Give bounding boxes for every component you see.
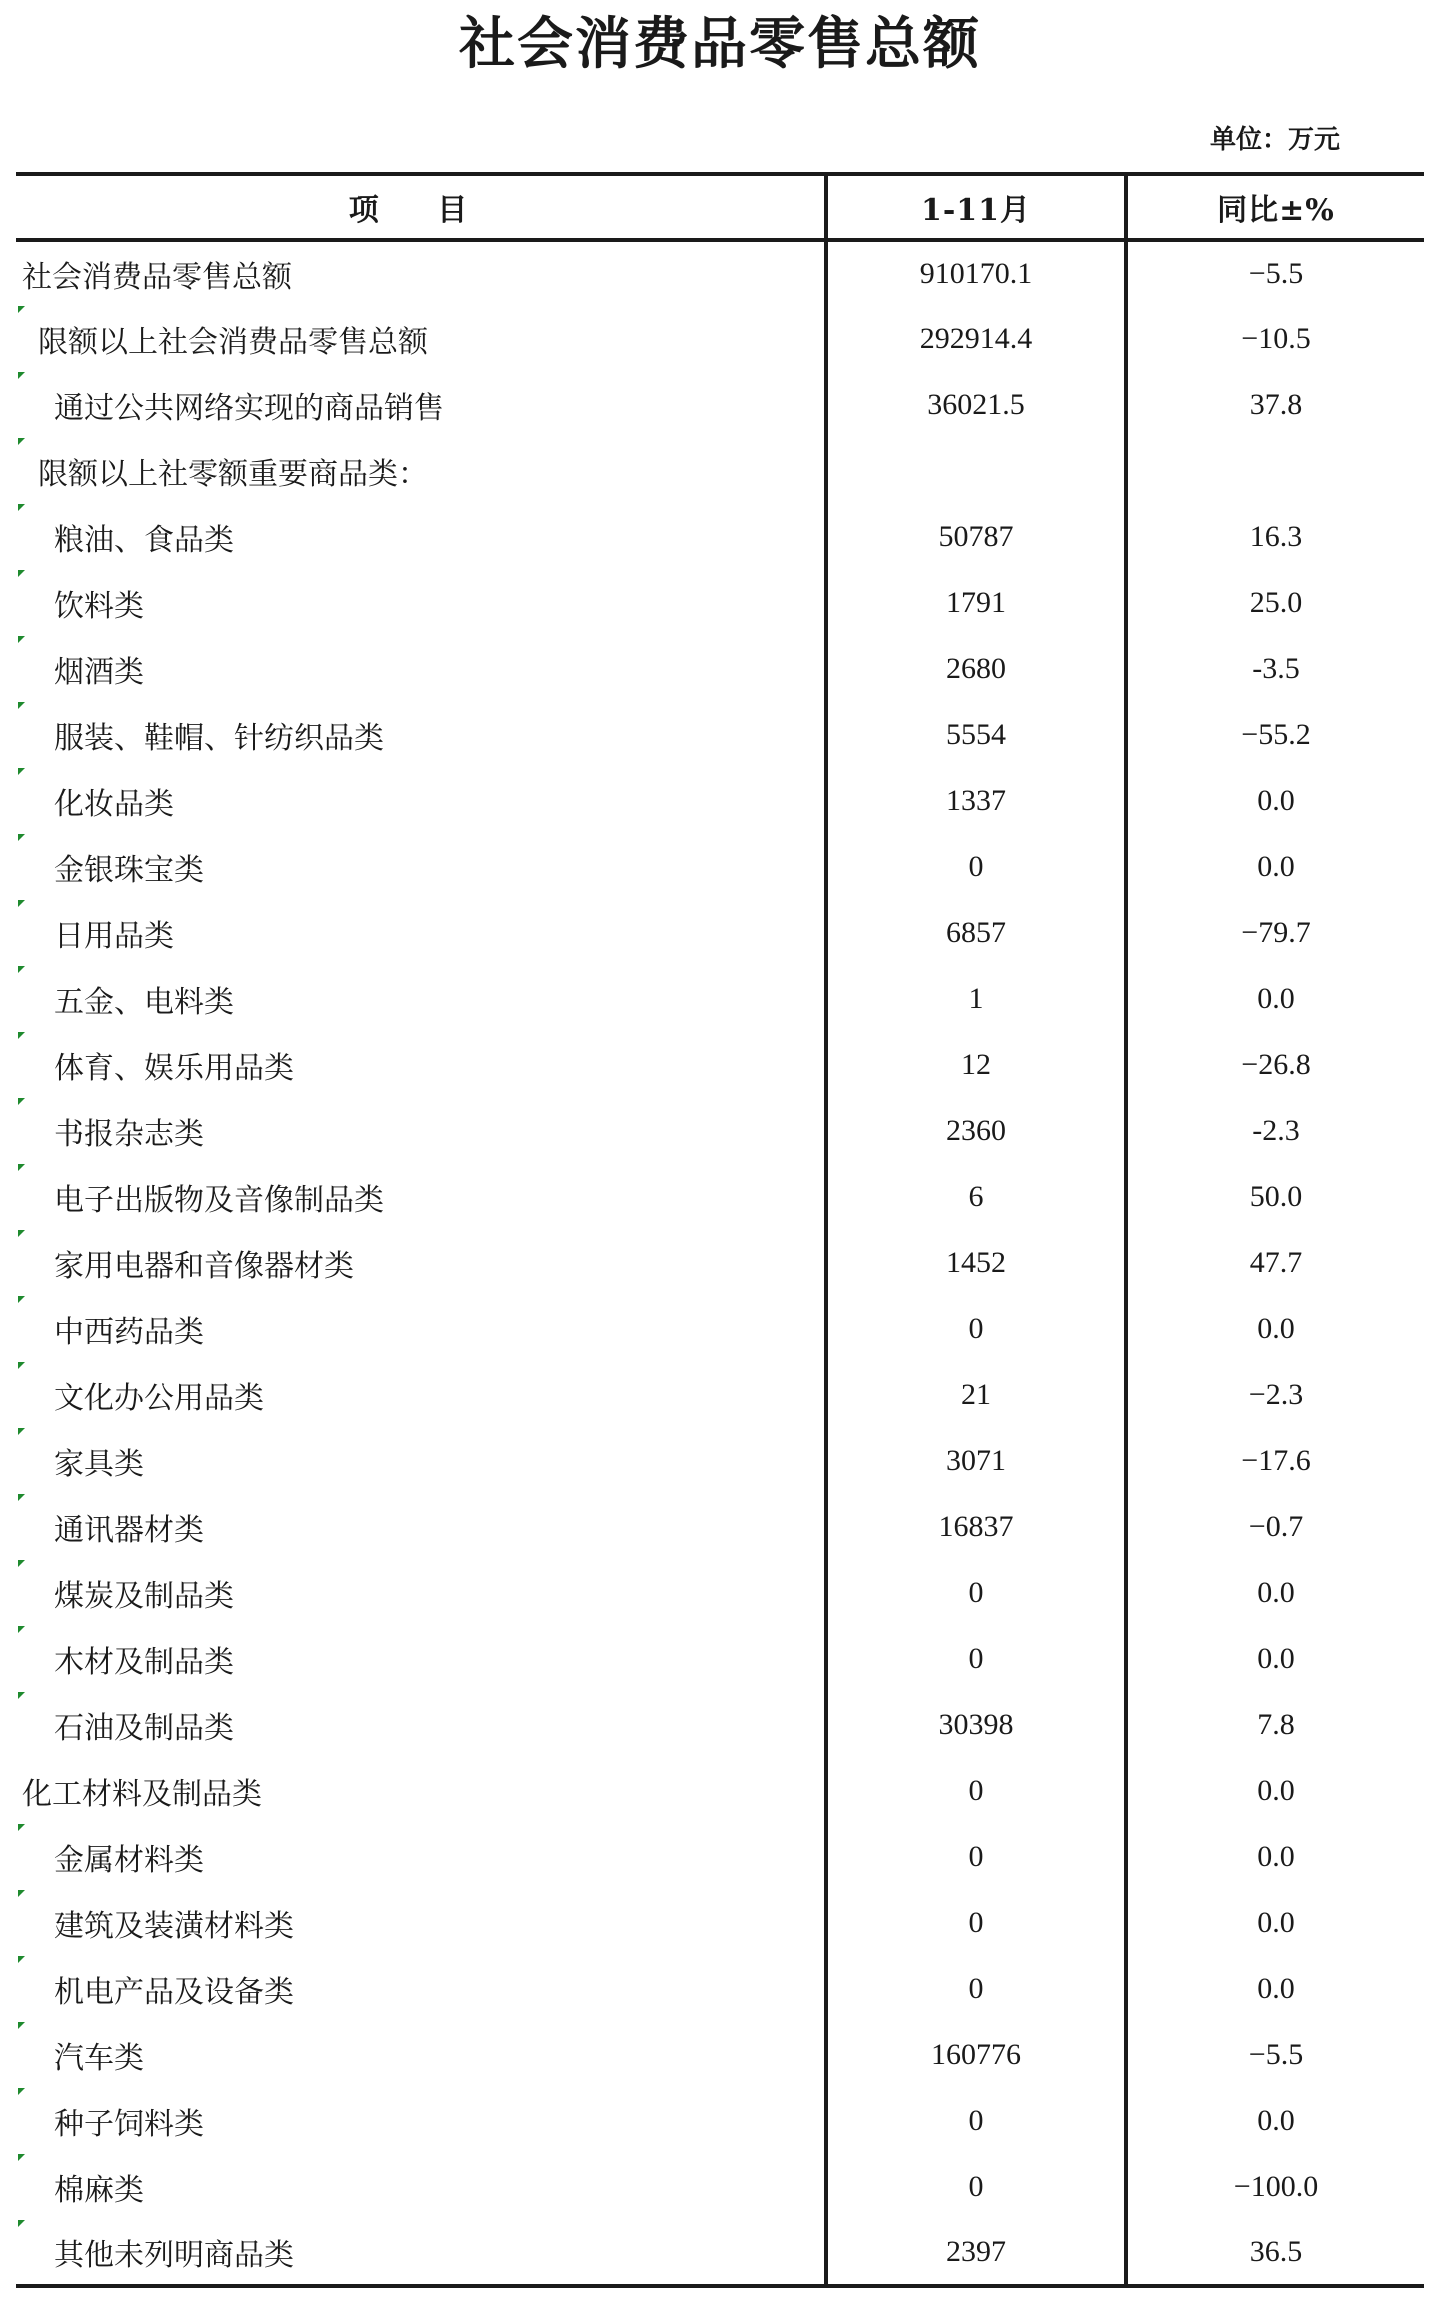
table-row bbox=[16, 1362, 1424, 1428]
row-item-name bbox=[16, 1758, 826, 1824]
row-item-label: 建筑及装潢材料类 bbox=[54, 1909, 294, 1944]
row-yoy-value: 0.0 bbox=[1126, 834, 1424, 900]
table-row bbox=[16, 2154, 1424, 2220]
row-item-label: 书报杂志类 bbox=[54, 1117, 204, 1152]
table-row bbox=[16, 2022, 1424, 2088]
cell-marker-icon bbox=[18, 306, 25, 313]
row-period-value: 6857 bbox=[826, 900, 1126, 966]
table-row bbox=[16, 1098, 1424, 1164]
table-row bbox=[16, 1626, 1424, 1692]
row-item-name bbox=[16, 1428, 826, 1494]
row-item-name bbox=[16, 1560, 826, 1626]
row-item-name bbox=[16, 2022, 826, 2088]
row-yoy-value: 0.0 bbox=[1126, 1626, 1424, 1692]
row-item-name bbox=[16, 1626, 826, 1692]
cell-marker-icon bbox=[18, 834, 25, 841]
table-row bbox=[16, 1428, 1424, 1494]
row-item-name bbox=[16, 570, 826, 636]
row-item-label: 金属材料类 bbox=[54, 1843, 204, 1878]
row-period-value: 1337 bbox=[826, 768, 1126, 834]
row-yoy-value: −10.5 bbox=[1126, 306, 1424, 372]
row-yoy-value: 47.7 bbox=[1126, 1230, 1424, 1296]
header-row bbox=[16, 174, 1424, 240]
row-period-value: 16837 bbox=[826, 1494, 1126, 1560]
cell-marker-icon bbox=[18, 1428, 25, 1435]
row-period-value: 50787 bbox=[826, 504, 1126, 570]
row-item-name bbox=[16, 438, 826, 504]
row-period-value: 0 bbox=[826, 1626, 1126, 1692]
row-item-label: 社会消费品零售总额 bbox=[22, 260, 292, 295]
row-item-label: 家用电器和音像器材类 bbox=[54, 1249, 354, 1284]
table-row bbox=[16, 834, 1424, 900]
cell-marker-icon bbox=[18, 570, 25, 577]
row-yoy-value: 16.3 bbox=[1126, 504, 1424, 570]
cell-marker-icon bbox=[18, 1560, 25, 1567]
row-period-value: 292914.4 bbox=[826, 306, 1126, 372]
page-title: 社会消费品零售总额 bbox=[459, 11, 981, 77]
row-item-label: 化工材料及制品类 bbox=[22, 1777, 262, 1812]
cell-marker-icon bbox=[18, 636, 25, 643]
row-item-label: 通讯器材类 bbox=[54, 1513, 204, 1548]
row-yoy-value: 36.5 bbox=[1126, 2220, 1424, 2286]
cell-marker-icon bbox=[18, 1956, 25, 1963]
row-yoy-value: −79.7 bbox=[1126, 900, 1424, 966]
row-item-label: 服装、鞋帽、针纺织品类 bbox=[54, 721, 384, 756]
row-yoy-value: −100.0 bbox=[1126, 2154, 1424, 2220]
row-item-name bbox=[16, 1296, 826, 1362]
table-row bbox=[16, 768, 1424, 834]
row-yoy-value: −5.5 bbox=[1126, 240, 1424, 306]
cell-marker-icon bbox=[18, 1890, 25, 1897]
row-item-label: 机电产品及设备类 bbox=[54, 1975, 294, 2010]
row-item-name bbox=[16, 1164, 826, 1230]
row-yoy-value bbox=[1126, 438, 1424, 504]
table-row bbox=[16, 1956, 1424, 2022]
table-row bbox=[16, 966, 1424, 1032]
row-item-label: 五金、电料类 bbox=[54, 985, 234, 1020]
cell-marker-icon bbox=[18, 2022, 25, 2029]
header-item: 项 目 bbox=[16, 174, 826, 240]
table-row bbox=[16, 2088, 1424, 2154]
table-row bbox=[16, 438, 1424, 504]
row-item-label: 体育、娱乐用品类 bbox=[54, 1051, 294, 1086]
cell-marker-icon bbox=[18, 1362, 25, 1369]
cell-marker-icon bbox=[18, 1032, 25, 1039]
cell-marker-icon bbox=[18, 768, 25, 775]
row-period-value: 0 bbox=[826, 2088, 1126, 2154]
table-row bbox=[16, 1494, 1424, 1560]
row-item-label: 木材及制品类 bbox=[54, 1645, 234, 1680]
row-item-label: 限额以上社会消费品零售总额 bbox=[38, 325, 428, 360]
row-yoy-value: −17.6 bbox=[1126, 1428, 1424, 1494]
row-item-name bbox=[16, 1494, 826, 1560]
cell-marker-icon bbox=[18, 2220, 25, 2227]
row-item-label: 烟酒类 bbox=[54, 655, 144, 690]
row-period-value: 5554 bbox=[826, 702, 1126, 768]
row-period-value: 6 bbox=[826, 1164, 1126, 1230]
row-yoy-value: 0.0 bbox=[1126, 1890, 1424, 1956]
row-yoy-value: 0.0 bbox=[1126, 1560, 1424, 1626]
row-period-value: 0 bbox=[826, 1824, 1126, 1890]
data-table-container bbox=[16, 172, 1424, 2288]
cell-marker-icon bbox=[18, 1296, 25, 1303]
table-header bbox=[16, 174, 1424, 240]
row-period-value: 12 bbox=[826, 1032, 1126, 1098]
row-item-name bbox=[16, 306, 826, 372]
row-item-name bbox=[16, 1362, 826, 1428]
row-period-value: 0 bbox=[826, 1758, 1126, 1824]
row-item-label: 日用品类 bbox=[54, 919, 174, 954]
table-row bbox=[16, 1692, 1424, 1758]
row-item-name bbox=[16, 1032, 826, 1098]
row-item-label: 种子饲料类 bbox=[54, 2107, 204, 2142]
cell-marker-icon bbox=[18, 1824, 25, 1831]
table-row bbox=[16, 1032, 1424, 1098]
row-item-name bbox=[16, 1824, 826, 1890]
row-yoy-value: 0.0 bbox=[1126, 1758, 1424, 1824]
row-item-name bbox=[16, 636, 826, 702]
row-period-value: 0 bbox=[826, 1956, 1126, 2022]
row-item-label: 中西药品类 bbox=[54, 1315, 204, 1350]
table-row bbox=[16, 900, 1424, 966]
row-item-label: 化妆品类 bbox=[54, 787, 174, 822]
row-yoy-value: -2.3 bbox=[1126, 1098, 1424, 1164]
row-item-label: 家具类 bbox=[54, 1447, 144, 1482]
row-item-name bbox=[16, 702, 826, 768]
row-item-name bbox=[16, 504, 826, 570]
row-yoy-value: −2.3 bbox=[1126, 1362, 1424, 1428]
cell-marker-icon bbox=[18, 2088, 25, 2095]
table-row bbox=[16, 570, 1424, 636]
row-item-name bbox=[16, 240, 826, 306]
cell-marker-icon bbox=[18, 372, 25, 379]
table-row bbox=[16, 504, 1424, 570]
cell-marker-icon bbox=[18, 966, 25, 973]
row-period-value bbox=[826, 438, 1126, 504]
row-item-name bbox=[16, 1692, 826, 1758]
row-item-name bbox=[16, 1230, 826, 1296]
unit-label: 单位：万元 bbox=[1210, 125, 1341, 155]
row-period-value: 0 bbox=[826, 2154, 1126, 2220]
table-row bbox=[16, 2220, 1424, 2286]
row-period-value: 160776 bbox=[826, 2022, 1126, 2088]
row-yoy-value: 0.0 bbox=[1126, 1824, 1424, 1890]
header-yoy: 同比±% bbox=[1126, 174, 1424, 240]
cell-marker-icon bbox=[18, 1494, 25, 1501]
row-item-label: 其他未列明商品类 bbox=[54, 2238, 294, 2273]
row-yoy-value: 0.0 bbox=[1126, 1956, 1424, 2022]
row-item-name bbox=[16, 1956, 826, 2022]
row-yoy-value: 0.0 bbox=[1126, 768, 1424, 834]
row-period-value: 0 bbox=[826, 1890, 1126, 1956]
row-item-name bbox=[16, 2154, 826, 2220]
row-item-label: 限额以上社零额重要商品类： bbox=[38, 457, 428, 492]
cell-marker-icon bbox=[18, 1626, 25, 1633]
row-item-name bbox=[16, 372, 826, 438]
row-period-value: 1791 bbox=[826, 570, 1126, 636]
cell-marker-icon bbox=[18, 900, 25, 907]
table-body bbox=[16, 240, 1424, 2286]
cell-marker-icon bbox=[18, 1692, 25, 1699]
row-item-name bbox=[16, 900, 826, 966]
row-yoy-value: 0.0 bbox=[1126, 2088, 1424, 2154]
header-period: 1-11月 bbox=[826, 174, 1126, 240]
row-item-name bbox=[16, 834, 826, 900]
table-row bbox=[16, 1890, 1424, 1956]
row-item-label: 饮料类 bbox=[54, 589, 144, 624]
row-item-label: 通过公共网络实现的商品销售 bbox=[54, 391, 444, 426]
table-row bbox=[16, 1296, 1424, 1362]
row-item-label: 棉麻类 bbox=[54, 2173, 144, 2208]
row-item-label: 煤炭及制品类 bbox=[54, 1579, 234, 1614]
table-row bbox=[16, 306, 1424, 372]
table-row bbox=[16, 702, 1424, 768]
table-row bbox=[16, 1824, 1424, 1890]
row-yoy-value: −26.8 bbox=[1126, 1032, 1424, 1098]
row-item-name bbox=[16, 2088, 826, 2154]
cell-marker-icon bbox=[18, 438, 25, 445]
row-yoy-value: 50.0 bbox=[1126, 1164, 1424, 1230]
row-period-value: 2360 bbox=[826, 1098, 1126, 1164]
row-yoy-value: 7.8 bbox=[1126, 1692, 1424, 1758]
row-period-value: 2680 bbox=[826, 636, 1126, 702]
row-period-value: 30398 bbox=[826, 1692, 1126, 1758]
row-item-name bbox=[16, 1098, 826, 1164]
cell-marker-icon bbox=[18, 702, 25, 709]
table-row bbox=[16, 372, 1424, 438]
row-item-label: 粮油、食品类 bbox=[54, 523, 234, 558]
row-period-value: 910170.1 bbox=[826, 240, 1126, 306]
cell-marker-icon bbox=[18, 1164, 25, 1171]
row-period-value: 0 bbox=[826, 1296, 1126, 1362]
row-item-name bbox=[16, 966, 826, 1032]
row-item-label: 石油及制品类 bbox=[54, 1711, 234, 1746]
row-period-value: 21 bbox=[826, 1362, 1126, 1428]
row-yoy-value: −55.2 bbox=[1126, 702, 1424, 768]
table-row bbox=[16, 1230, 1424, 1296]
row-period-value: 1 bbox=[826, 966, 1126, 1032]
cell-marker-icon bbox=[18, 1230, 25, 1237]
row-item-name bbox=[16, 2220, 826, 2286]
row-period-value: 0 bbox=[826, 1560, 1126, 1626]
row-item-name bbox=[16, 768, 826, 834]
row-yoy-value: 0.0 bbox=[1126, 966, 1424, 1032]
row-yoy-value: −5.5 bbox=[1126, 2022, 1424, 2088]
row-yoy-value: 0.0 bbox=[1126, 1296, 1424, 1362]
cell-marker-icon bbox=[18, 1098, 25, 1105]
row-yoy-value: -3.5 bbox=[1126, 636, 1424, 702]
row-period-value: 36021.5 bbox=[826, 372, 1126, 438]
table-row bbox=[16, 1560, 1424, 1626]
row-item-label: 金银珠宝类 bbox=[54, 853, 204, 888]
cell-marker-icon bbox=[18, 2154, 25, 2161]
retail-sales-table bbox=[16, 172, 1424, 2288]
row-period-value: 0 bbox=[826, 834, 1126, 900]
table-row bbox=[16, 1164, 1424, 1230]
cell-marker-icon bbox=[18, 504, 25, 511]
row-period-value: 3071 bbox=[826, 1428, 1126, 1494]
row-period-value: 1452 bbox=[826, 1230, 1126, 1296]
row-yoy-value: 25.0 bbox=[1126, 570, 1424, 636]
row-yoy-value: −0.7 bbox=[1126, 1494, 1424, 1560]
table-row bbox=[16, 1758, 1424, 1824]
row-item-label: 文化办公用品类 bbox=[54, 1381, 264, 1416]
row-item-name bbox=[16, 1890, 826, 1956]
row-yoy-value: 37.8 bbox=[1126, 372, 1424, 438]
row-item-label: 电子出版物及音像制品类 bbox=[54, 1183, 384, 1218]
row-period-value: 2397 bbox=[826, 2220, 1126, 2286]
table-row bbox=[16, 636, 1424, 702]
table-row bbox=[16, 240, 1424, 306]
row-item-label: 汽车类 bbox=[54, 2041, 144, 2076]
